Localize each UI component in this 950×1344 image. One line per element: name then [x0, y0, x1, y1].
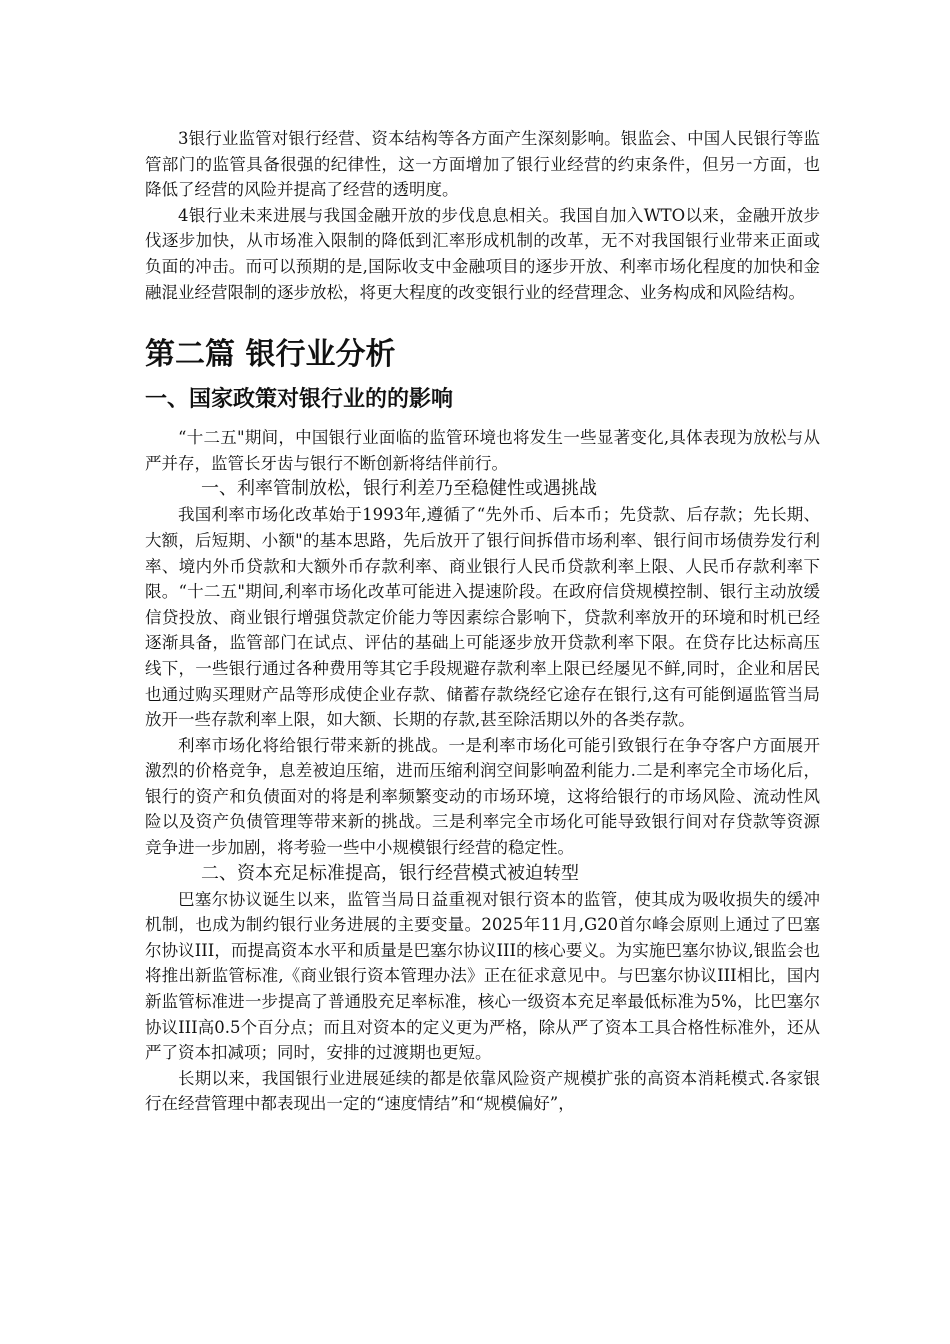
section-intro-paragraph: “十二五"期间，中国银行业面临的监管环境也将发生一些显著变化,具体表现为放松与从严并存，监管长牙齿与银行不断创新将结伴前行。	[145, 428, 820, 473]
document-body	[145, 126, 820, 1117]
intro-paragraph: 3银行业监管对银行经营、资本结构等各方面产生深刻影响。银监会、中国人民银行等监管部门的监管具备很强的纪律性，这一方面增加了银行业经营的约束条件，但另一方面，也降低了经营的风险并提高了经营的透明度。	[145, 129, 820, 200]
body-paragraph: 巴塞尔协议诞生以来，监管当局日益重视对银行资本的监管，使其成为吸收损失的缓冲机制，也成为制约银行业务进展的主要变量。2025年11月,G20首尔峰会原则上通过了巴塞尔协议III，而提高资本水平和质量是巴塞尔协议III的核心要义。为实施巴塞尔协议,银监会也将推出新监管标准,《商业银行资本管理办法》正在征求意见中。与巴塞尔协议III相比，国内新监管标准进一步提高了普通股充足率标准，核心一级资本充足率最低标准为5%，比巴塞尔协议III高0.5个百分点；而且对资本的定义更为严格，除从严了资本工具合格性标准外，还从严了资本扣减项；同时，安排的过渡期也更短。	[145, 889, 820, 1063]
part-title: 第二篇 银行业分析	[145, 337, 396, 373]
subsection-heading: 一、利率管制放松，银行利差乃至稳健性或遇挑战	[201, 478, 597, 500]
intro-paragraph: 4银行业未来进展与我国金融开放的步伐息息相关。我国自加入WTO以来，金融开放步伐逐步加快，从市场准入限制的降低到汇率形成机制的改革，无不对我国银行业带来正面或负面的冲击。而可以预期的是,国际收支中金融项目的逐步开放、利率市场化程度的加快和金融混业经营限制的逐步放松，将更大程度的改变银行业的经营理念、业务构成和风险结构。	[145, 205, 820, 302]
section-title: 一、国家政策对银行业的的影响	[145, 387, 454, 413]
body-paragraph: 长期以来，我国银行业进展延续的都是依靠风险资产规模扩张的高资本消耗模式.各家银行在经营管理中都表现出一定的“速度情结”和“规模偏好”，	[145, 1068, 820, 1114]
body-paragraph: 我国利率市场化改革始于1993年,遵循了“先外币、后本币；先贷款、后存款；先长期、大额，后短期、小额"的基本思路，先后放开了银行间拆借市场利率、银行间市场债券发行利率、境内外币贷款和大额外币存款利率、商业银行人民币贷款利率上限、人民币存款利率下限。“十二五"期间,利率市场化改革可能进入提速阶段。在政府信贷规模控制、银行主动放缓信贷投放、商业银行增强贷款定价能力等因素综合影响下，贷款利率放开的环境和时机已经逐渐具备，监管部门在试点、评估的基础上可能逐步放开贷款利率下限。在贷存比达标高压线下，一些银行通过各种费用等其它手段规避存款利率上限已经屡见不鲜,同时，企业和居民也通过购买理财产品等形成使企业存款、储蓄存款绕经它途存在银行,这有可能倒逼监管当局放开一些存款利率上限，如大额、长期的存款,甚至除活期以外的各类存款。	[145, 505, 820, 730]
body-paragraph: 利率市场化将给银行带来新的挑战。一是利率市场化可能引致银行在争夺客户方面展开激烈的价格竞争，息差被迫压缩，进而压缩利润空间影响盈利能力.二是利率完全市场化后，银行的资产和负债面对的将是利率频繁变动的市场环境，这将给银行的市场风险、流动性风险以及资产负债管理等带来新的挑战。三是利率完全市场化可能导致银行间对存贷款等资源竞争进一步加剧，将考验一些中小规模银行经营的稳定性。	[145, 735, 820, 858]
subsection-heading: 二、资本充足标准提高，银行经营模式被迫转型	[201, 862, 579, 884]
